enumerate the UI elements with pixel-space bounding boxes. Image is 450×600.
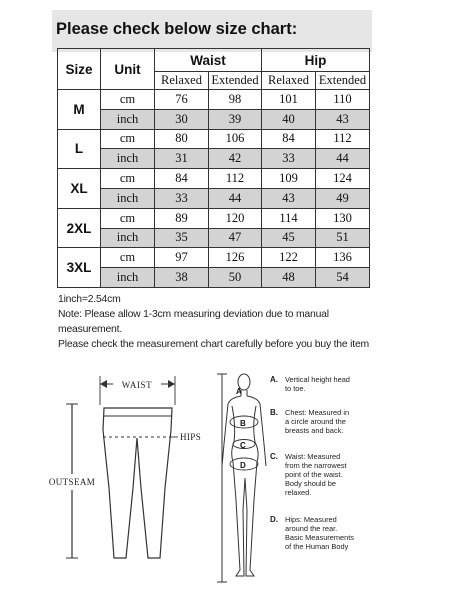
unit-cell: cm (101, 90, 155, 110)
check-chart-note: Please check the measurement chart carefully before you buy the item (58, 339, 369, 350)
header-waist: Waist (155, 49, 262, 72)
table-row (58, 169, 370, 189)
value-cell: 101 (262, 90, 316, 110)
value-cell: 112 (316, 129, 370, 149)
value-cell: 38 (155, 268, 209, 288)
table-row (58, 268, 370, 288)
value-cell: 89 (155, 208, 209, 228)
size-chart-table (57, 48, 370, 288)
conversion-note: 1inch=2.54cm (58, 294, 121, 305)
notes-block (58, 292, 369, 352)
legend-d-line: Basic Measurements (285, 533, 355, 542)
legend-d-line: around the rear. (285, 524, 338, 533)
value-cell: 39 (209, 109, 262, 129)
arrow-right-icon (168, 380, 175, 388)
pants-outline (103, 408, 172, 558)
value-cell: 44 (316, 149, 370, 169)
deviation-note: Note: Please allow 1-3cm measuring deviation due to manual (58, 309, 329, 320)
unit-cell: inch (101, 188, 155, 208)
hips-label: HIPS (180, 432, 202, 442)
table-row (58, 248, 370, 268)
unit-cell: cm (101, 169, 155, 189)
value-cell: 84 (155, 169, 209, 189)
value-cell: 33 (155, 188, 209, 208)
value-cell: 80 (155, 129, 209, 149)
legend-b-line: a circle around the (285, 417, 346, 426)
value-cell: 44 (209, 188, 262, 208)
table-row (58, 228, 370, 248)
value-cell: 54 (316, 268, 370, 288)
size-label: 2XL (58, 208, 101, 248)
pants-diagram (40, 376, 178, 558)
header-size: Size (58, 49, 101, 90)
legend-c-line: relaxed. (285, 488, 312, 497)
measurement-legend (270, 375, 354, 551)
legend-c-line: point of the waist. (285, 470, 343, 479)
body-diagram (217, 374, 266, 582)
value-cell: 49 (316, 188, 370, 208)
table-row (58, 188, 370, 208)
size-label: L (58, 129, 101, 169)
unit-cell: inch (101, 268, 155, 288)
value-cell: 47 (209, 228, 262, 248)
table-row (58, 208, 370, 228)
value-cell: 136 (316, 248, 370, 268)
unit-cell: inch (101, 228, 155, 248)
value-cell: 84 (262, 129, 316, 149)
marker-b: B (240, 419, 246, 428)
value-cell: 43 (262, 188, 316, 208)
value-cell: 122 (262, 248, 316, 268)
value-cell: 106 (209, 129, 262, 149)
page-title: Please check below size chart: (56, 20, 298, 38)
value-cell: 112 (209, 169, 262, 189)
legend-letter-c: C. (270, 452, 278, 461)
subheader-hip-extended: Extended (316, 72, 370, 90)
value-cell: 40 (262, 109, 316, 129)
value-cell: 35 (155, 228, 209, 248)
legend-a-line: Vertical height head (285, 375, 350, 384)
value-cell: 45 (262, 228, 316, 248)
value-cell: 51 (316, 228, 370, 248)
value-cell: 98 (209, 90, 262, 110)
value-cell: 114 (262, 208, 316, 228)
value-cell: 30 (155, 109, 209, 129)
measurement-diagrams (0, 360, 450, 600)
arms-outline (222, 396, 266, 466)
size-label: XL (58, 169, 101, 209)
value-cell: 43 (316, 109, 370, 129)
legend-c-line: Body should be (285, 479, 336, 488)
value-cell: 120 (209, 208, 262, 228)
subheader-waist-relaxed: Relaxed (155, 72, 209, 90)
body-outline (232, 406, 258, 576)
value-cell: 42 (209, 149, 262, 169)
legend-letter-d: D. (270, 515, 278, 524)
legend-a-line: to toe. (285, 384, 306, 393)
legend-b-line: Chest: Measured in (285, 408, 350, 417)
subheader-hip-relaxed: Relaxed (262, 72, 316, 90)
unit-cell: cm (101, 208, 155, 228)
unit-cell: cm (101, 129, 155, 149)
value-cell: 130 (316, 208, 370, 228)
legend-c-line: from the narrowest (285, 461, 347, 470)
outseam-label: OUTSEAM (48, 477, 96, 487)
unit-cell: cm (101, 248, 155, 268)
legend-d-line: Hips: Measured (285, 515, 337, 524)
size-label: 3XL (58, 248, 101, 288)
legend-c-line: Waist: Measured (285, 452, 341, 461)
legend-letter-b: B. (270, 408, 278, 417)
marker-d: D (240, 461, 246, 470)
size-label: M (58, 90, 101, 130)
value-cell: 126 (209, 248, 262, 268)
value-cell: 48 (262, 268, 316, 288)
value-cell: 31 (155, 149, 209, 169)
value-cell: 76 (155, 90, 209, 110)
legend-b-line: breasts and back. (285, 426, 344, 435)
deviation-note-continued: measurement. (58, 324, 123, 335)
marker-c: C (240, 441, 246, 450)
header-hip: Hip (262, 49, 370, 72)
table-row (58, 109, 370, 129)
value-cell: 124 (316, 169, 370, 189)
value-cell: 33 (262, 149, 316, 169)
legend-letter-a: A. (270, 375, 278, 384)
arrow-left-icon (100, 380, 107, 388)
value-cell: 97 (155, 248, 209, 268)
waist-label: WAIST (121, 380, 153, 390)
value-cell: 110 (316, 90, 370, 110)
table-row (58, 129, 370, 149)
legend-d-line: of the Human Body (285, 542, 349, 551)
table-row (58, 149, 370, 169)
unit-cell: inch (101, 149, 155, 169)
subheader-waist-extended: Extended (209, 72, 262, 90)
value-cell: 50 (209, 268, 262, 288)
unit-cell: inch (101, 109, 155, 129)
value-cell: 109 (262, 169, 316, 189)
header-unit: Unit (101, 49, 155, 90)
table-row (58, 90, 370, 110)
marker-a: A (236, 387, 242, 396)
